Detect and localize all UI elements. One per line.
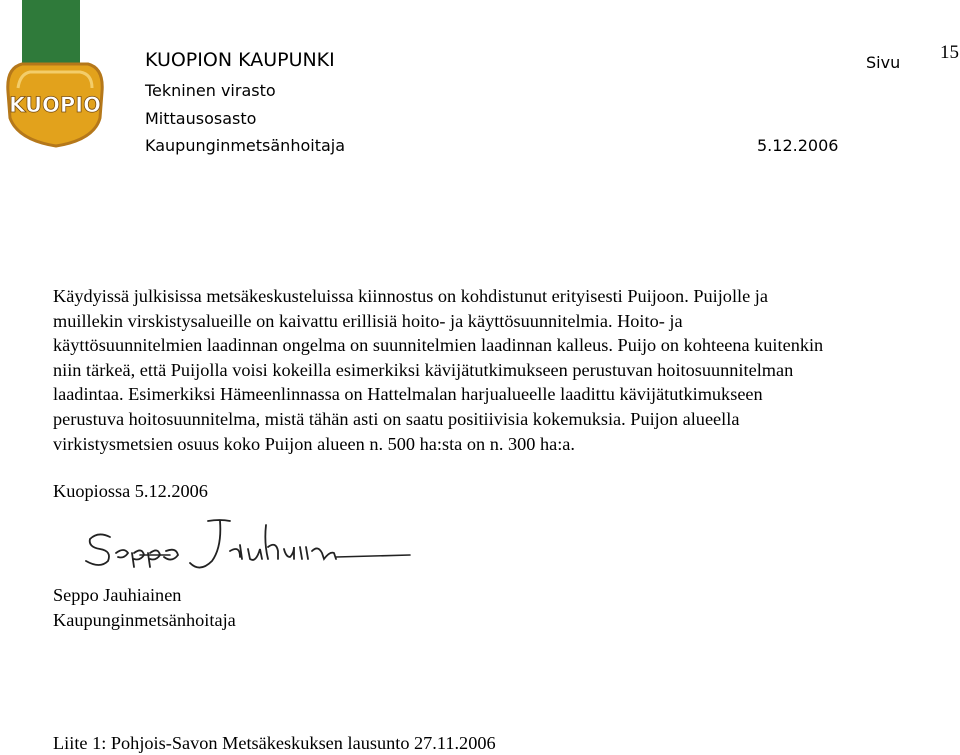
- body-line: virkistysmetsien osuus koko Puijon alueen n. 500 ha:sta on n. 300 ha:a.: [53, 433, 575, 454]
- body-line: niin tärkeä, että Puijolla voisi kokeilla esimerkiksi kävijätutkimukseen perustuvan hoitosuunnitelman: [53, 359, 794, 380]
- kuopio-logo: [0, 0, 112, 150]
- body-line: laadintaa. Esimerkiksi Hämeenlinnassa on Hattelmalan harjualueelle laadittu kävijätutkimukseen: [53, 384, 763, 405]
- body-line: muillekin virskistysalueille on kaivattu erillisiä hoito- ja käyttösuunnitelmia. Hoito- ja: [53, 310, 683, 331]
- subdepartment-name: Mittausosasto: [145, 109, 257, 128]
- document-date: 5.12.2006: [757, 136, 839, 155]
- signature-first-name: [86, 534, 178, 567]
- organization-name: KUOPION KAUPUNKI: [145, 49, 335, 71]
- body-line: perustuva hoitosuunnitelma, mistä tähän asti on saatu positiivisia kokemuksia. Puijon alueella: [53, 408, 740, 429]
- attachment-note: Liite 1: Pohjois-Savon Metsäkeskuksen lausunto 27.11.2006: [53, 733, 496, 753]
- signature-underline-flourish: [140, 555, 410, 557]
- signer-title: Kaupunginmetsänhoitaja: [53, 610, 236, 630]
- author-role: Kaupunginmetsänhoitaja: [145, 136, 346, 155]
- handwritten-signature: [80, 517, 420, 577]
- signature-last-name: [190, 520, 336, 568]
- department-name: Tekninen virasto: [145, 81, 276, 100]
- place-and-date: Kuopiossa 5.12.2006: [53, 481, 208, 501]
- body-paragraph: [53, 284, 960, 456]
- body-line: Käydyissä julkisissa metsäkeskusteluissa kiinnostus on kohdistunut erityisesti Puijoon. Puijolle ja: [53, 286, 768, 306]
- logo-text: KUOPIO: [9, 93, 101, 117]
- body-line: käyttösuunnitelmien laadinnan ongelma on suunnitelmien laadinnan kalleus. Puijo on kohteena kuitenkin: [53, 335, 824, 356]
- signer-name: Seppo Jauhiainen: [53, 585, 182, 605]
- page-label: Sivu: [866, 53, 901, 72]
- page-number: 15: [940, 42, 959, 63]
